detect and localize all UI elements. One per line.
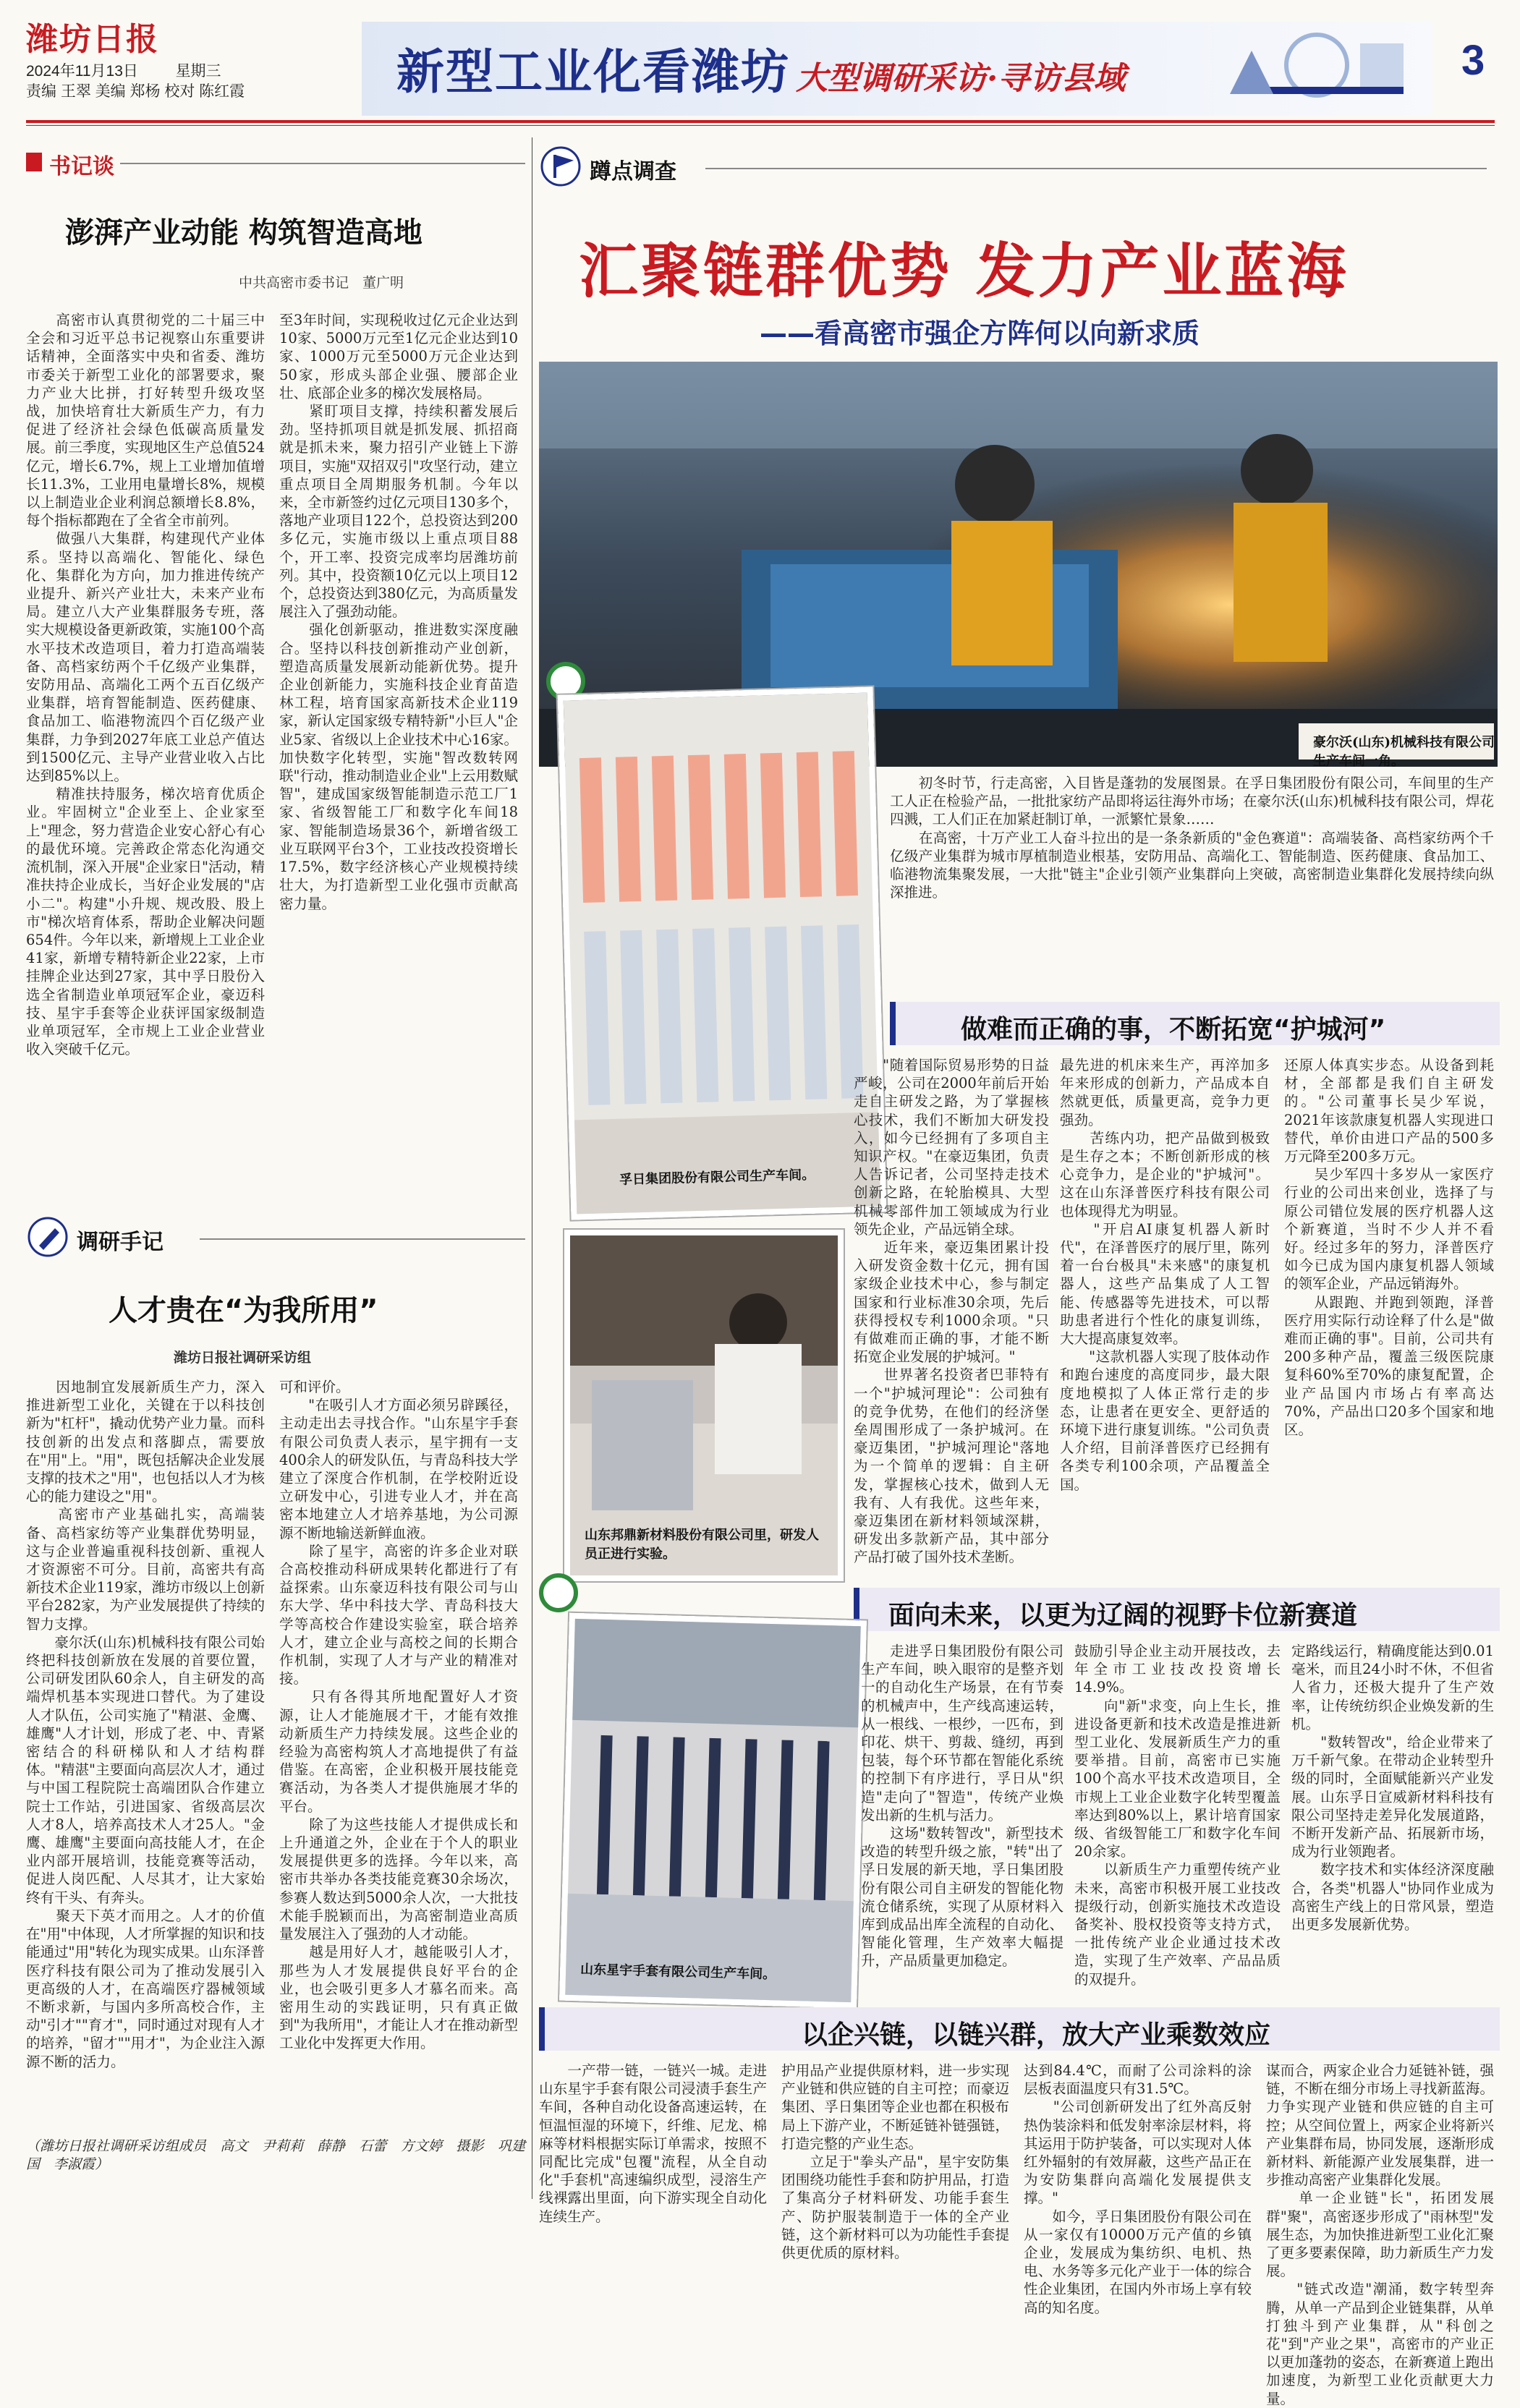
- banner-subtitle: 大型调研采访·寻访县域: [796, 60, 1126, 97]
- section2-col1: 走进孚日集团股份有限公司生产车间，映入眼帘的是整齐划一的自动化生产场景，在有节奏的机械声中，生产线高速运转，从一根线、一根纱，一匹布，到印花、烘干、剪裁、缝纫，再到包装，每个环节都在智能化系统的控制下有序进行，孚日从"织造"走向了"智造"，传统产业焕发出新的生机与活力。 这场"数转智改"，新型技术改造的转型升级之旅，"转"出了孚日发展的新天地，孚日集团股份有限公司自主研发的智能化物流仓储系统，实现了从原材料入库到成品出库全流程的自动化、智能化管理，生产效率大幅提升，产品质量更加稳定。: [861, 1643, 1063, 1970]
- section1-title: 做难而正确的事，不断拓宽“护城河”: [961, 1015, 1386, 1045]
- issue-date: 2024年11月13日: [26, 63, 138, 80]
- masthead-rule-thin: [26, 125, 1495, 126]
- masthead: [0, 0, 1520, 137]
- photo-xingyu-workshop: [559, 1613, 867, 2009]
- diaoyan-body-col2: 可和评价。 "在吸引人才方面必须另辟蹊径，主动走出去寻找合作。"山东星宇手套有限公司负责人表示，星宇拥有一支400余人的研发队伍，与青岛科技大学建立了深度合作机制，在学校附近设立研发中心，引进专业人才，并在高密本地建立人才培养基地，为公司源源不断地输送新鲜血液。 除了星宇，高密的许多企业对联合高校推动科研成果转化都进行了有益探索。山东豪迈科技有限公司与山东大学、华中科技大学、青岛科技大学等高校合作建设实验室，联合培养人才，建立企业与高校之间的长期合作机制，实现了人才与产业的精准对接。 只有各得其所地配置好人才资源，让人才能施展才干，才能有效推动新质生产力持续发展。这些企业的经验为高密构筑人才高地提供了有益借鉴。在高密，企业积极开展技能竞赛活动，为各类人才提供施展才华的平台。 除了为这些技能人才提供成长和上升通道之外，企业在于个人的职业发展提供更多的选择。今年以来，高密市共举办各类技能竞赛30余场次，参赛人数达到5000余人次，一大批技术能手脱颖而出，为高密制造业高质量发展注入了强劲的人才动能。 越是用好人才，越能吸引人才，那些为人才发展提供良好平台的企业，也会吸引更多人才慕名而来。高密用生动的实践证明，只有真正做到"为我所用"，才能让人才在推动新型工业化中发挥更大作用。: [279, 1379, 518, 2052]
- main-headline: 汇聚链群优势 发力产业蓝海: [579, 237, 1349, 306]
- photo-fuji-workshop: [558, 686, 887, 1220]
- editors-line: 责编 王翠 美编 郑杨 校对 陈红霞: [26, 83, 245, 100]
- article-title-shujitan: 澎湃产业动能 构筑智造高地: [65, 216, 423, 250]
- section2-col2: 鼓励引导企业主动开展技改，去年全市工业技改投资增长14.9%。 向"新"求变，向上生长，推进设备更新和技术改造是推进新型工业化、发展新质生产力的重要举措。目前，高密市已实施100个高水平技术改造项目，全市规上工业企业数字化转型覆盖率达到80%以上，累计培育国家级、省级智能工厂和数字化车间20余家。 以新质生产力重塑传统产业未来，高密市积极开展工业技改提级行动，创新实施技术改造设备奖补、股权投资等支持方式，一批传统产业企业通过技术改造，实现了生产效率、产品品质的双提升。: [1074, 1643, 1281, 1988]
- dundian-tag-label: 蹲点调查: [590, 159, 676, 184]
- section1-bar: [890, 1002, 1500, 1045]
- section3-col3: 达到84.4℃，而耐了公司涂料的涂层板表面温度只有31.5℃。 "公司创新研发出了红外高反射热伪装涂料和低发射率涂层材料，将其运用于防护装备，可以实现对人体红外辐射的有效屏蔽，这些产品正在为安防集群向高端化发展提供支撑。" 如今，孚日集团股份有限公司在从一家仅有10000万元产值的乡镇企业，发展成为集纺织、电机、热电、水务等多元化产业于一体的综合性企业集团，在国内外市场上享有较高的知名度。: [1024, 2062, 1252, 2316]
- column-tag-shujitan: [26, 148, 243, 180]
- tag-rule: [120, 163, 525, 164]
- section1-col2: 最先进的机床来生产，再淬加多年来形成的创新力，产品成本自然就更低，质量更高，竞争力更强劲。 苦练内功，把产品做到极致是生存之本；不断创新形成的核心竞争力，是企业的"护城河"。这在山东泽普医疗科技有限公司也体现得尤为明显。 "开启AI康复机器人新时代"，在泽普医疗的展厅里，陈列着一台台极具"未来感"的康复机器人，这些产品集成了人工智能、传感器等先进技术，可以帮助患者进行个性化的康复训练，大大提高康复效率。 "这款机器人实现了肢体动作和跑台速度的高度同步，最大限度地模拟了人体正常行走的步态，让患者在更安全、更舒适的环境下进行康复训练。"公司负责人介绍，目前泽普医疗已经拥有各类专利100余项，产品覆盖全国。: [1060, 1057, 1270, 1493]
- shujitan-body-col1: 高密市认真贯彻党的二十届三中全会和习近平总书记视察山东重要讲话精神，全面落实中央和省委、潍坊市委关于新型工业化的部署要求，聚力产业大比拼，打好转型升级攻坚战，加快培育壮大新质生产力，有力促进了经济社会绿色低碳高质量发展。前三季度，实现地区生产总值524亿元，增长6.7%，规上工业增加值增长11.3%，工业用电量增长8%，规模以上制造业企业利润总额增长8.8%，每个指标都跑在了全省全市前列。 做强八大集群，构建现代产业体系。坚持以高端化、智能化、绿色化、集群化为方向，加力推进传统产业提升、新兴产业壮大，未来产业布局。建立八大产业集群服务专班，落实大规模设备更新政策，实施100个高水平技术改造项目，着力打造高端装备、高档家纺两个千亿级产业集群，安防用品、高端化工两个五百亿级产业集群，培育智能制造、医药健康、食品加工、临港物流四个百亿级产业集群，力争到2027年底工业总产值达到1500亿元、主导产业营业收入占比达到85%以上。 精准扶持服务，梯次培育优质企业。牢固树立"企业至上、企业家至上"理念，努力营造企业安心舒心有心的最优环境。完善政企常态化沟通交流机制，深入开展"企业家日"活动，精准扶持企业成长，当好企业发展的"店小二"。构建"小升规、规改股、股上市"梯次培育体系，帮助企业解决问题654件。今年以来，新增规上工业企业41家，新增专精特新企业22家，上市挂牌企业达到27家，其中孚日股份入选全省制造业单项冠军企业，豪迈科技、星宇手套等企业获评国家级制造业单项冠军，全市规上工业企业营业收入突破千亿元。: [26, 312, 265, 1058]
- issue-date-line: [26, 59, 221, 81]
- main-subheadline: ——看高密市强企方阵何以向新求质: [760, 318, 1200, 349]
- section2-col3: 定路线运行，精确度能达到0.01毫米，而且24小时不休，不但省人省力，还极大提升了生产效率，让传统纺织企业焕发新的生机。 "数转智改"，给企业带来了万千新气象。在带动企业转型升级的同时，全面赋能新兴产业发展。山东孚日宣威新材料科技有限公司坚持走差异化发展道路，不断开发新产品、拓展新市场，成为行业领跑者。 数字技术和实体经济深度融合，各类"机器人"协同作业成为高密生产线上的日常风景，塑造出更多发展新优势。: [1291, 1643, 1494, 1933]
- caption-bangding: 山东邦鼎新材料股份有限公司里，研发人员正进行实验。: [585, 1528, 819, 1562]
- section2-bar: [854, 1588, 1500, 1631]
- section1-col1: "随着国际贸易形势的日益严峻，公司在2000年前后开始走自主研发之路，为了掌握核心技术，我们不断加大研发投入，如今已经拥有了多项自主知识产权。"在豪迈集团，负责人告诉记者，公司坚持走技术创新之路，在轮胎模具、大型机械零部件加工领域成为行业领先企业，产品远销全球。 近年来，豪迈集团累计投入研发资金数十亿元，拥有国家级企业技术中心，参与制定国家和行业标准30余项，先后获得授权专利1000余项。"只有做难而正确的事，才能不断拓宽企业发展的护城河。" 世界著名投资者巴菲特有一个"护城河理论"：公司独有的竞争优势，在他们的经济堡垒周围形成了一条护城河。在豪迈集团，"护城河理论"落地为一个简单的逻辑：自主研发，掌握核心技术，做到人无我有、人有我优。这些年来，豪迈集团在新材料领域深耕，研发出多款新产品，其中部分产品打破了国外技术垄断。: [854, 1057, 1049, 1566]
- section3-col1: 一产带一链，一链兴一城。走进山东星宇手套有限公司浸渍手套生产车间，各种自动化设备高速运转，在恒温恒湿的环境下，纤维、尼龙、棉麻等材料根据实际订单需求，按照不同配比完成"包覆"流程，从全自动化"手套机"高速编织成型，浸溶生产线裸露出里面，向下游实现全自动化连续生产。: [539, 2062, 767, 2225]
- banner-title: 新型工业化看潍坊: [396, 44, 790, 100]
- newspaper-brand: 潍坊日报: [26, 21, 159, 58]
- issue-weekday: 星期三: [175, 63, 221, 80]
- photo-bangding-lab: [564, 1230, 844, 1581]
- flag-icon: [539, 145, 582, 188]
- article-byline-diaoyan: 潍坊日报社调研采访组: [174, 1350, 312, 1366]
- caption-xingyu: 山东星宇手套有限公司生产车间。: [579, 1962, 776, 1983]
- caption-top-photo: 豪尔沃(山东)机械科技有限公司生产车间一角。: [1313, 735, 1495, 769]
- diaoyan-credits: （潍坊日报社调研采访组成员 高文 尹莉莉 薛静 石蕾 方文婷 摄影 巩建国 李淑霞）: [26, 2138, 525, 2173]
- shujitan-body-col2: 至3年时间，实现税收过亿元企业达到10家、5000万元至1亿元企业达到10家、1000万元至5000万元企业达到50家，形成头部企业强、腰部企业壮、底部企业多的梯次发展格局。 紧盯项目支撑，持续积蓄发展后劲。坚持抓项目就是抓发展、抓招商就是抓未来，聚力招引产业链上下游项目，实施"双招双引"攻坚行动，建立重点项目全周期服务机制。今年以来，全市新签约过亿元项目130多个，落地产业项目122个，总投资达到200多亿元，实施市级以上重点项目88个，开工率、投资完成率均居潍坊前列。其中，投资额10亿元以上项目12个，总投资达到380亿元，为高质量发展注入了强劲动能。 强化创新驱动，推进数实深度融合。坚持以科技创新推动产业创新，塑造高质量发展新动能新优势。提升企业创新能力，实施科技企业育苗造林工程，培育国家高新技术企业119家，新认定国家级专精特新"小巨人"企业5家、省级以上企业技术中心16家。加快数字化转型，实施"智改数转网联"行动，推动制造业企业"上云用数赋智"，建成国家级智能制造示范工厂1家、省级智能工厂和数字化车间18家、智能制造场景36个，新增省级工业互联网平台3个，工业技改投资增长17.5%，数字经济核心产业规模持续壮大，为打造新型工业化强市贡献高密力量。: [279, 312, 518, 912]
- diaoyan-body-col1: 因地制宜发展新质生产力，深入推进新型工业化，关键在于以科技创新为"杠杆"，撬动优势产业力量。而科技创新的出发点和落脚点，需要放在"用"上。"用"，既包括解决企业发展支撑的技术之"用"，也包括以人才为核心的能力建设之"用"。 高密市产业基础扎实，高端装备、高档家纺等产业集群优势明显，这与企业普遍重视科技创新、重视人才资源密不可分。目前，高密共有高新技术企业119家，潍坊市级以上创新平台282家，为产业发展提供了持续的智力支撑。 豪尔沃(山东)机械科技有限公司始终把科技创新放在发展的首要位置，公司研发团队60余人，自主研发的高端焊机基本实现进口替代。为了建设人才队伍，公司实施了"精湛、金鹰、雄鹰"人才计划，形成了老、中、青紧密结合的科研梯队和人才结构群体。"精湛"主要面向高层次人才，通过与中国工程院院士高端团队合作建立院士工作站，引进国家、省级高层次人才8人，培养高技术人才25人。"金鹰、雄鹰"主要面向高技能人才，在企业内部开展培训，技能竞赛等活动，促进人岗匹配、人尽其才，让大家始终有干头、有奔头。 聚天下英才而用之。人才的价值在"用"中体现，人才所掌握的知识和技能通过"用"转化为现实成果。山东泽普医疗科技有限公司为了推动发展引入更高级的人才，在高端医疗器械领域不断求新，与国内多所高校合作，主动"引才""育才"，同时通过对现有人才的培养，"留才""用才"，为企业注入源源不断的活力。: [26, 1379, 265, 2070]
- article-title-diaoyan: 人才贵在“为我所用”: [109, 1294, 378, 1327]
- masthead-rule: [26, 120, 1495, 123]
- intro-paragraph: 初冬时节，行走高密，入目皆是蓬勃的发展图景。在孚日集团股份有限公司，车间里的生产工人正在检验产品，一批批家纺产品即将运往海外市场；在豪尔沃(山东)机械科技有限公司，焊花四溅，工人们正在加紧赶制订单，一派繁忙景象…… 在高密，十万产业工人奋斗拉出的是一条条新质的"金色赛道"：高端装备、高档家纺两个千亿级产业集群为城市厚植制造业根基，安防用品、高端化工、智能制造、医药健康、食品加工、临港物流集聚发展，一大批"链主"企业引领产业集群向上突破，高密制造业集群化发展持续向纵深推进。: [890, 775, 1494, 901]
- article-byline-shujitan: 中共高密市委书记 董广明: [239, 275, 404, 291]
- frame-ring-icon-2: [539, 1573, 578, 1612]
- caption-fuji: 孚日集团股份有限公司生产车间。: [619, 1167, 815, 1188]
- pen-icon: [26, 1215, 69, 1259]
- diary-tag-label: 调研手记: [77, 1230, 164, 1255]
- column-tag-label: 书记谈: [49, 154, 114, 179]
- section1-col3: 还原人体真实步态。从设备到耗材，全部都是我们自主研发的。"公司董事长吴少军说，2021年该款康复机器人实现进口替代，单价由进口产品的500多万元降至200多万元。 吴少军四十多岁从一家医疗行业的公司出来创业，选择了与原公司错位发展的医疗机器人这个新赛道，当时不少人并不看好。经过多年的努力，泽普医疗如今已成为国内康复机器人领域的领军企业，产品远销海外。 从跟跑、并跑到领跑，泽普医疗用实际行动诠释了什么是"做难而正确的事"。目前，公司共有200多种产品，覆盖三级医院康复科60%至70%的康复配置，企业产品国内市场占有率高达70%，产品出口20多个国家和地区。: [1284, 1057, 1494, 1439]
- page-number: 3: [1461, 37, 1485, 84]
- column-tag-diaoyan: [26, 1215, 525, 1259]
- section3-col2: 护用品产业提供原材料，进一步实现产业链和供应链的自主可控；而豪迈集团、孚日集团等企业也都在积极布局上下游产业，不断延链补链强链，打造完整的产业生态。 立足于"拳头产品"，星宇安防集团围绕功能性手套和防护用品，打造了集高分子材料研发、功能手套生产、防护服装制造于一体的全产业链，这个新材料可以为功能性手套提供更优质的原材料。: [781, 2062, 1009, 2262]
- column-tag-dundian: [539, 145, 1494, 188]
- tag-square-icon: [26, 153, 42, 171]
- diary-tag-rule: [200, 1238, 525, 1240]
- dundian-tag-rule: [705, 168, 1487, 169]
- section2-title: 面向未来，以更为辽阔的视野卡位新赛道: [888, 1601, 1358, 1630]
- section3-bar: [539, 2007, 1500, 2051]
- section3-title: 以企兴链，以链兴群，放大产业乘数效应: [802, 2020, 1271, 2050]
- section3-col4: 谋而合，两家企业合力延链补链，强链，不断在细分市场上寻找新蓝海。力争实现产业链和供应链的自主可控；从空间位置上，两家企业将新兴产业集群布局，协同发展，逐渐形成新材料、新能源产业发展集群，进一步推动高密产业集群化发展。 单一企业链"长"，拓团发展群"聚"，高密逐步形成了"雨林型"发展生态，为加快推进新型工业化汇聚了更多要素保障，助力新质生产力发展。 "链式改造"潮涌，数字转型奔腾，从单一产品到企业链集群，从单打独斗到产业集群，从"科创之花"到"产业之果"，高密市的产业正以更加蓬勃的姿态，在新赛道上跑出加速度，为新型工业化贡献更大力量。: [1266, 2062, 1494, 2407]
- fuji-photo-graphic: [564, 693, 880, 1214]
- xingyu-photo-graphic: [565, 1619, 860, 2002]
